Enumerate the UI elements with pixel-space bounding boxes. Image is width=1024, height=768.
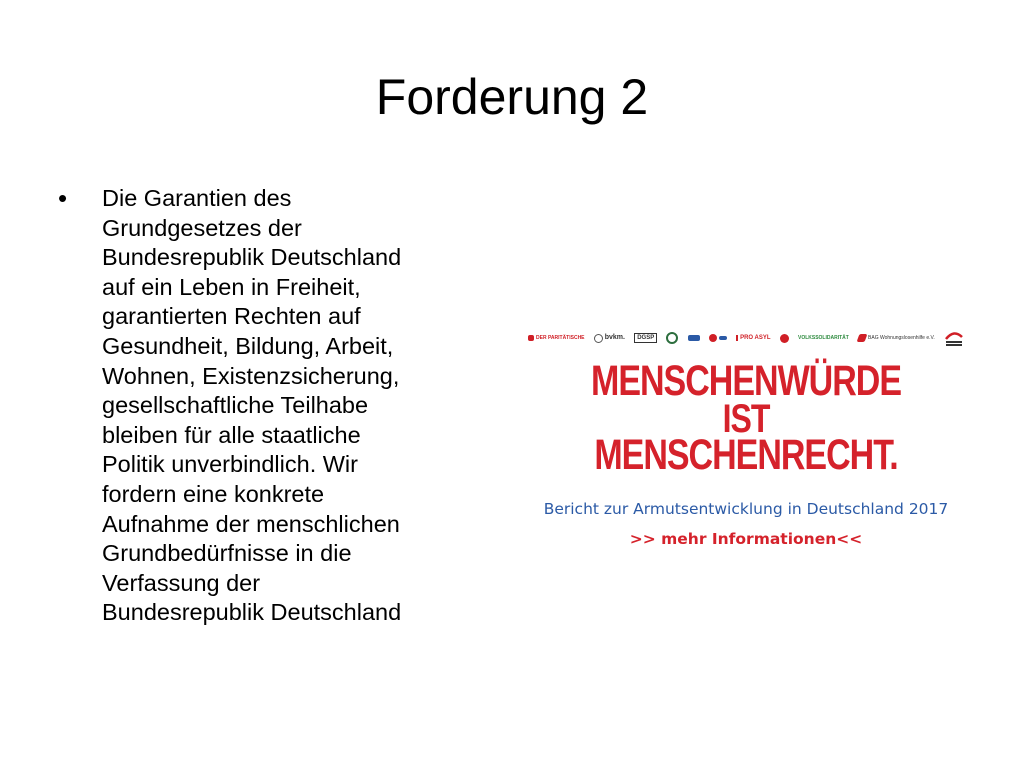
headline-line-2: IST xyxy=(722,395,770,441)
dgsp-label: DGSP xyxy=(637,335,655,341)
wohnungslosenhilfe-logo xyxy=(858,334,935,342)
paritaetische-label: DER PARITÄTISCHE xyxy=(536,335,585,341)
headline-line-1: MENSCHENWÜRDE xyxy=(591,357,901,405)
volkssolidaritaet-logo xyxy=(798,335,849,341)
vkm-label: bvkm. xyxy=(604,334,625,341)
poverty-report-banner[interactable] xyxy=(520,318,972,558)
headline-line-3: MENSCHENRECHT. xyxy=(594,431,898,479)
circle-logo xyxy=(666,332,678,344)
more-information-link[interactable]: >> mehr Informationen<< xyxy=(629,530,863,548)
vkm-logo xyxy=(594,334,625,343)
verband-logo xyxy=(780,334,789,343)
volkssolidaritaet-label: VOLKSSOLIDARITÄT xyxy=(797,335,849,341)
dgsp-logo xyxy=(634,333,657,343)
report-title: Bericht zur Armutsentwicklung in Deutschland 2017 xyxy=(543,500,949,518)
pro-asyl-label: PRO ASYL xyxy=(740,335,771,341)
bullet-text: Die Garantien des Grundgesetzes der Bundesrepublik Deutschland auf ein Leben in Freiheit, garantierten Rechten auf Gesundheit, Bildung, Arbeit, Wohnen, Existenzsicherung, gesellschaftliche Teilhabe bleiben für alle staatliche Politik unverbindlich. Wir fordern eine konkrete Aufnahme der menschlichen Grundbedürfnisse in die Verfassung der Bundesrepublik Deutschland xyxy=(102,185,402,626)
arrow-logo-icon xyxy=(944,329,964,347)
pro-asyl-logo xyxy=(736,335,770,341)
banner-headline xyxy=(520,357,972,479)
paritaetische-logo xyxy=(528,335,585,341)
bullet-marker: • xyxy=(58,183,68,213)
people-logo xyxy=(709,334,727,342)
wohnungslosenhilfe-label: BAG Wohnungslosenhilfe e.V. xyxy=(868,335,935,341)
blue-logo xyxy=(688,335,700,341)
partner-logo-strip xyxy=(528,324,964,352)
arrow-logo xyxy=(944,329,964,347)
slide-title: Forderung 2 xyxy=(375,69,649,125)
